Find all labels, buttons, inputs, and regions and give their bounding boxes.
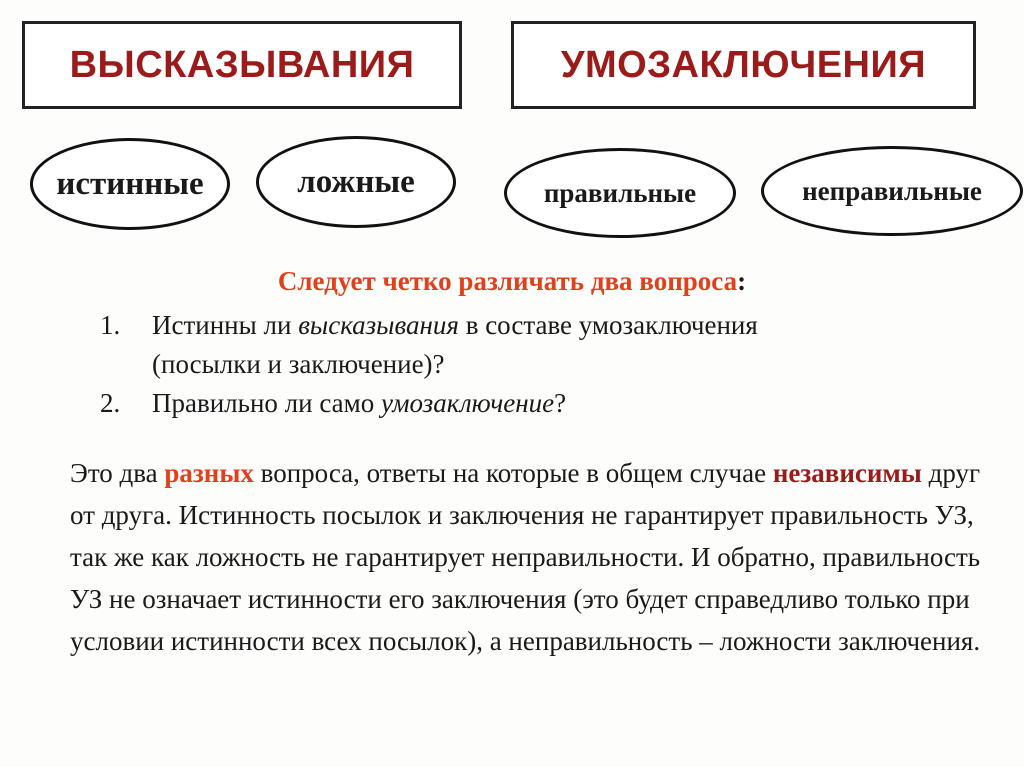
list-item-italic: умозаключение — [380, 388, 555, 418]
section-heading-text: Следует четко различать два вопроса — [277, 266, 738, 296]
oval-valid-label: правильные — [543, 177, 697, 208]
section-heading-colon: : — [737, 266, 747, 296]
list-item-number: 1. — [100, 310, 121, 340]
question-list — [100, 306, 960, 423]
list-item-text-part: Правильно ли само — [152, 388, 381, 418]
oval-valid — [504, 148, 736, 238]
list-item-text-line2: (посылки и заключение)? — [152, 349, 445, 379]
list-item-text-part: Истинны ли — [152, 310, 299, 340]
oval-invalid-label: неправильные — [802, 175, 982, 206]
statements-title: ВЫСКАЗЫВАНИЯ — [69, 43, 415, 86]
paragraph-text: вопроса, ответы на которые в общем случае — [253, 458, 773, 488]
oval-true-label: истинные — [56, 165, 204, 202]
paragraph-text: друг от друга. Истинность посылок и заключения не гарантирует правильность УЗ, так же как ложность не гарантирует неправильности. И обратно, правильность УЗ не означает истинности его заключения (это будет справедливо только при условии истинности всех посылок), а неправильность – ложности заключения. — [70, 458, 981, 656]
list-item — [100, 384, 960, 423]
highlight-different: разных — [164, 458, 254, 488]
inferences-box — [511, 21, 976, 109]
paragraph-text: Это два — [70, 458, 165, 488]
section-heading — [0, 266, 1024, 297]
inferences-title: УМОЗАКЛЮЧЕНИЯ — [560, 43, 927, 86]
list-item-text — [152, 384, 566, 423]
list-item-text-part: ? — [554, 388, 567, 418]
list-item-text-part: в составе умозаключения — [458, 310, 758, 340]
list-item-number: 2. — [100, 388, 121, 418]
oval-true — [30, 138, 230, 230]
list-item-text — [152, 306, 758, 384]
oval-invalid — [761, 146, 1023, 236]
explanation-paragraph — [70, 452, 990, 662]
oval-false — [256, 136, 456, 228]
list-item-italic: высказывания — [298, 310, 459, 340]
statements-box — [22, 21, 462, 109]
list-item — [100, 306, 960, 384]
highlight-independent: независимы — [772, 458, 922, 488]
oval-false-label: ложные — [297, 163, 415, 200]
